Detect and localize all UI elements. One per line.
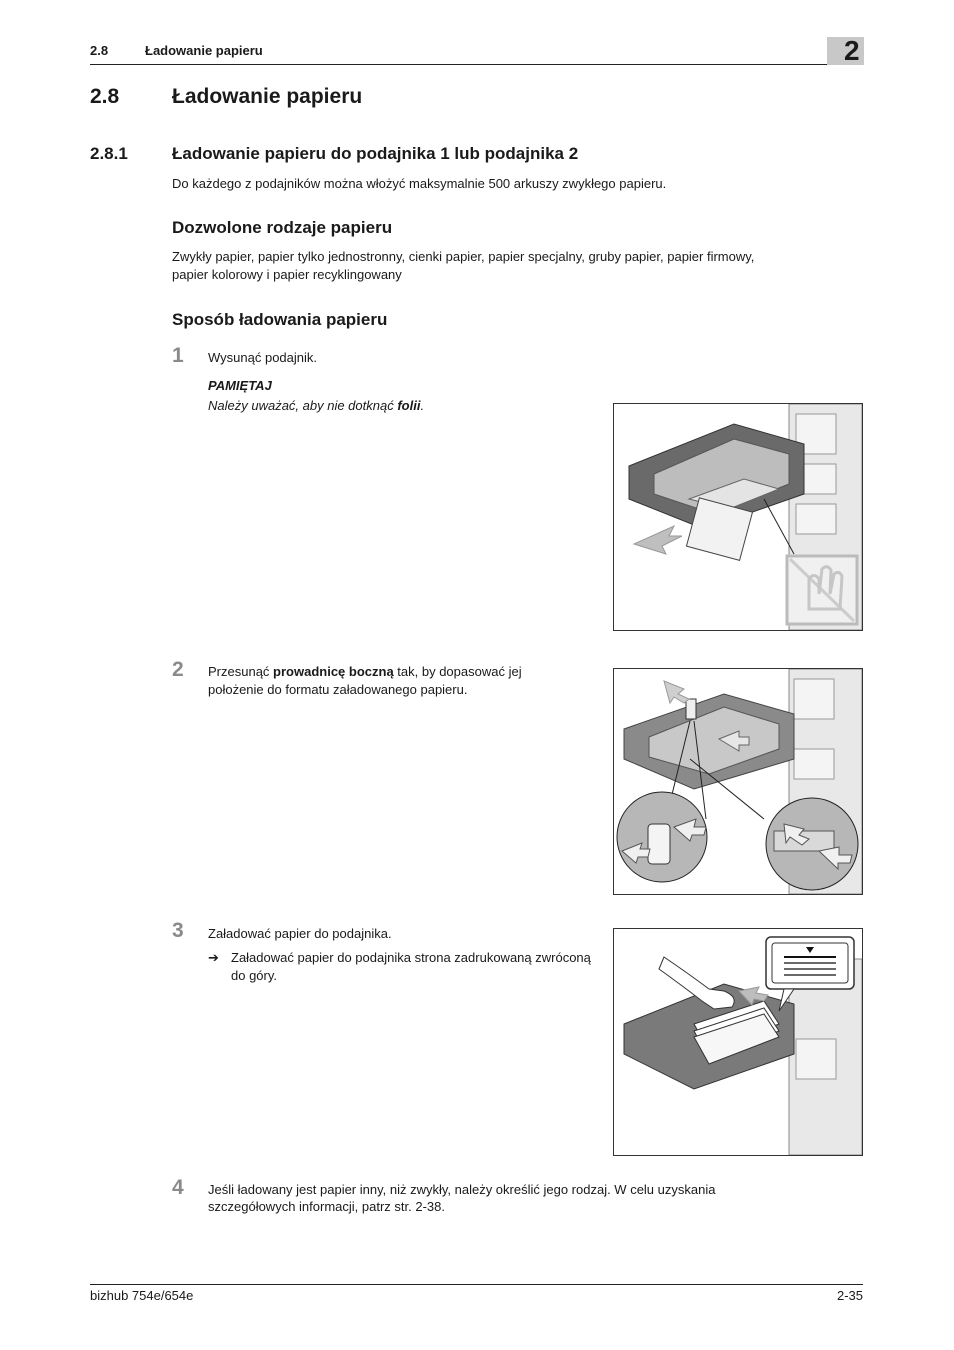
intro-paragraph: Do każdego z podajników można włożyć maksymalnie 500 arkuszy zwykłego papieru. [172, 176, 667, 191]
note-text [208, 398, 424, 413]
note-text-pre: Należy uważać, aby nie dotknąć [208, 398, 398, 413]
footer-rule [90, 1284, 863, 1285]
step-2-number: 2 [172, 658, 184, 681]
footer-page-number: 2-35 [836, 1288, 863, 1303]
footer-model: bizhub 754e/654e [90, 1288, 194, 1303]
note-text-post: . [420, 398, 425, 413]
allowed-line-2: papier kolorowy i papier recyklingowany [172, 267, 402, 282]
subsection-heading [90, 144, 578, 164]
step-2-line-2: położenie do formatu załadowanego papieru. [208, 682, 468, 697]
header-rule [90, 64, 863, 65]
step-2-bold: prowadnicę boczną [273, 664, 394, 679]
step-2-post: tak, by dopasować jej [393, 664, 522, 679]
header-section-number: 2.8 [90, 43, 109, 58]
subsection-number: 2.8.1 [90, 144, 128, 163]
side-guide-illustration [614, 669, 862, 894]
note-title: PAMIĘTAJ [208, 378, 272, 393]
step-4-number: 4 [172, 1176, 184, 1199]
chapter-number: 2 [844, 35, 860, 66]
figure-side-guide [613, 668, 863, 895]
subsection-title: Ładowanie papieru do podajnika 1 lub podajnika 2 [172, 144, 579, 163]
note-text-bold: folii [397, 398, 421, 413]
figure-pull-out-tray [613, 403, 863, 631]
figure-load-paper [613, 928, 863, 1156]
step-2-line-1 [208, 663, 522, 681]
section-heading [90, 85, 362, 109]
section-title: Ładowanie papieru [172, 85, 363, 108]
step-1-number: 1 [172, 344, 184, 367]
step-1-text: Wysunąć podajnik. [208, 350, 317, 365]
step-3-number: 3 [172, 919, 184, 942]
allowed-line-1: Zwykły papier, papier tylko jednostronny, cienki papier, papier specjalny, gruby papier, papier firmowy, [172, 249, 755, 264]
procedure-heading: Sposób ładowania papieru [172, 310, 388, 329]
step-3-substep: Załadować papier do podajnika strona zadrukowaną zwróconą do góry. [231, 950, 591, 983]
step-3-text: Załadować papier do podajnika. [208, 926, 392, 941]
header-section-title: Ładowanie papieru [145, 43, 263, 58]
section-number: 2.8 [90, 85, 120, 108]
step-4-line-2: szczegółowych informacji, patrz str. 2-38. [208, 1199, 445, 1214]
step-2-pre: Przesunąć [208, 664, 274, 679]
load-paper-illustration [614, 929, 862, 1155]
tray-pull-illustration [614, 404, 862, 630]
allowed-heading: Dozwolone rodzaje papieru [172, 218, 393, 237]
sub-step-arrow-icon: ➔ [208, 950, 219, 965]
step-4-line-1: Jeśli ładowany jest papier inny, niż zwykły, należy określić jego rodzaj. W celu uzyskania [208, 1182, 716, 1197]
